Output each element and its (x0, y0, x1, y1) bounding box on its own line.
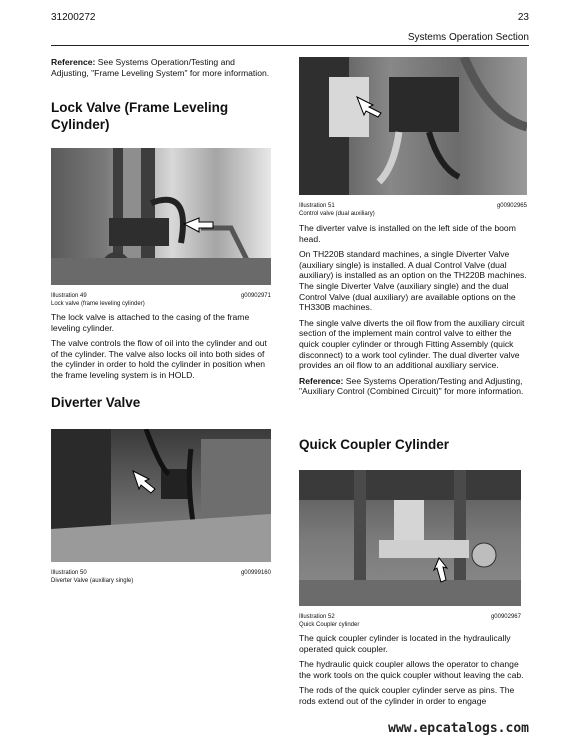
illustration-52-title: Quick Coupler cylinder (299, 621, 360, 628)
illustration-50-caption (51, 570, 271, 585)
illustration-52-photo (299, 470, 521, 606)
lock-valve-paragraph-2: The valve controls the flow of oil into the cylinder and out of the cylinder. The valve also locks oil into both sides of the cylinder in order to hold the cylinder in position when the frame leveling system is in HOLD. (51, 338, 267, 380)
header-section: Systems Operation Section (407, 32, 529, 43)
header-rule (51, 45, 529, 46)
reference-text-2: See Systems Operation/Testing and Adjusting, "Auxiliary Control (Combined Circuit)" for more information. (299, 375, 524, 397)
illustration-51-title: Control valve (dual auxiliary) (299, 210, 375, 217)
illustration-51-photo (299, 57, 527, 195)
lock-valve-drawing (51, 148, 271, 285)
quick-coupler-paragraph-1: The quick coupler cylinder is located in the hydraulically operated quick coupler. (299, 633, 511, 654)
header-doc-number: 31200272 (51, 12, 96, 23)
illustration-49-photo (51, 148, 271, 285)
lock-valve-paragraph-1: The lock valve is attached to the casing of the frame leveling cylinder. (51, 312, 250, 333)
diverter-paragraph-2: On TH220B standard machines, a single Diverter Valve (auxiliary single) is installed. A dual Control Valve (dual auxiliary) is installed as an option on the TH220B machines. The single Diverter Valve (auxiliary single) and the dual Control Valve (dual auxiliary) are available options on the TH330B machines. (299, 249, 527, 313)
diverter-paragraph-3: The single valve diverts the oil flow from the auxiliary circuit section of the implement main control valve to either the quick coupler cylinder or through Fitting Assembly (quick disconnect) to a work tool cylinder. The dual diverter valve provides an oil flow to an additional auxiliary service. (299, 317, 525, 371)
reference-text: See Systems Operation/Testing and Adjusting, "Frame Leveling System" for more information. (51, 57, 270, 78)
quick-coupler-heading: Quick Coupler Cylinder (299, 437, 450, 452)
illustration-50-code: g00999160 (240, 570, 271, 576)
illustration-50-label: Illustration 50 (51, 570, 87, 576)
reference-paragraph-1 (51, 57, 271, 78)
illustration-52-caption (299, 614, 521, 629)
header-page-number: 23 (517, 12, 529, 23)
quick-coupler-paragraph-3: The rods of the quick coupler cylinder serve as pins. The rods extend out of the cylinder in order to engage (299, 685, 515, 706)
reference-label-2: Reference: (299, 375, 344, 386)
diverter-paragraph-1: The diverter valve is installed on the left side of the boom head. (299, 223, 516, 244)
illustration-50-title: Diverter Valve (auxiliary single) (51, 577, 134, 584)
illustration-50-photo (51, 429, 271, 562)
illustration-52-code: g00902967 (490, 614, 521, 620)
footer-watermark: www.epcatalogs.com (388, 721, 529, 736)
lock-valve-heading-block (51, 100, 251, 133)
diverter-valve-heading: Diverter Valve (51, 395, 141, 410)
illustration-51-code: g00902965 (496, 203, 527, 209)
quick-coupler-heading-block (299, 437, 527, 454)
diverter-heading-block (51, 395, 271, 412)
illustration-51-label: Illustration 51 (299, 203, 335, 209)
left-intro (51, 57, 271, 83)
quick-coupler-drawing (299, 470, 521, 606)
illustration-52-label: Illustration 52 (299, 614, 335, 620)
diverter-valve-text (299, 223, 527, 402)
reference-paragraph-2 (299, 376, 527, 397)
illustration-49-label: Illustration 49 (51, 293, 87, 299)
lock-valve-heading: Lock Valve (Frame Leveling Cylinder) (51, 100, 229, 132)
diverter-valve-drawing (51, 429, 271, 562)
reference-label: Reference: (51, 57, 96, 67)
illustration-51-caption (299, 203, 527, 218)
illustration-49-code: g00902971 (240, 293, 271, 299)
illustration-49-title: Lock valve (frame leveling cylinder) (51, 300, 145, 307)
lock-valve-text (51, 312, 271, 386)
quick-coupler-paragraph-2: The hydraulic quick coupler allows the operator to change the work tools on the quick coupler without leaving the cab. (299, 659, 524, 680)
quick-coupler-text (299, 633, 527, 712)
control-valve-drawing (299, 57, 527, 195)
illustration-49-caption (51, 293, 271, 308)
